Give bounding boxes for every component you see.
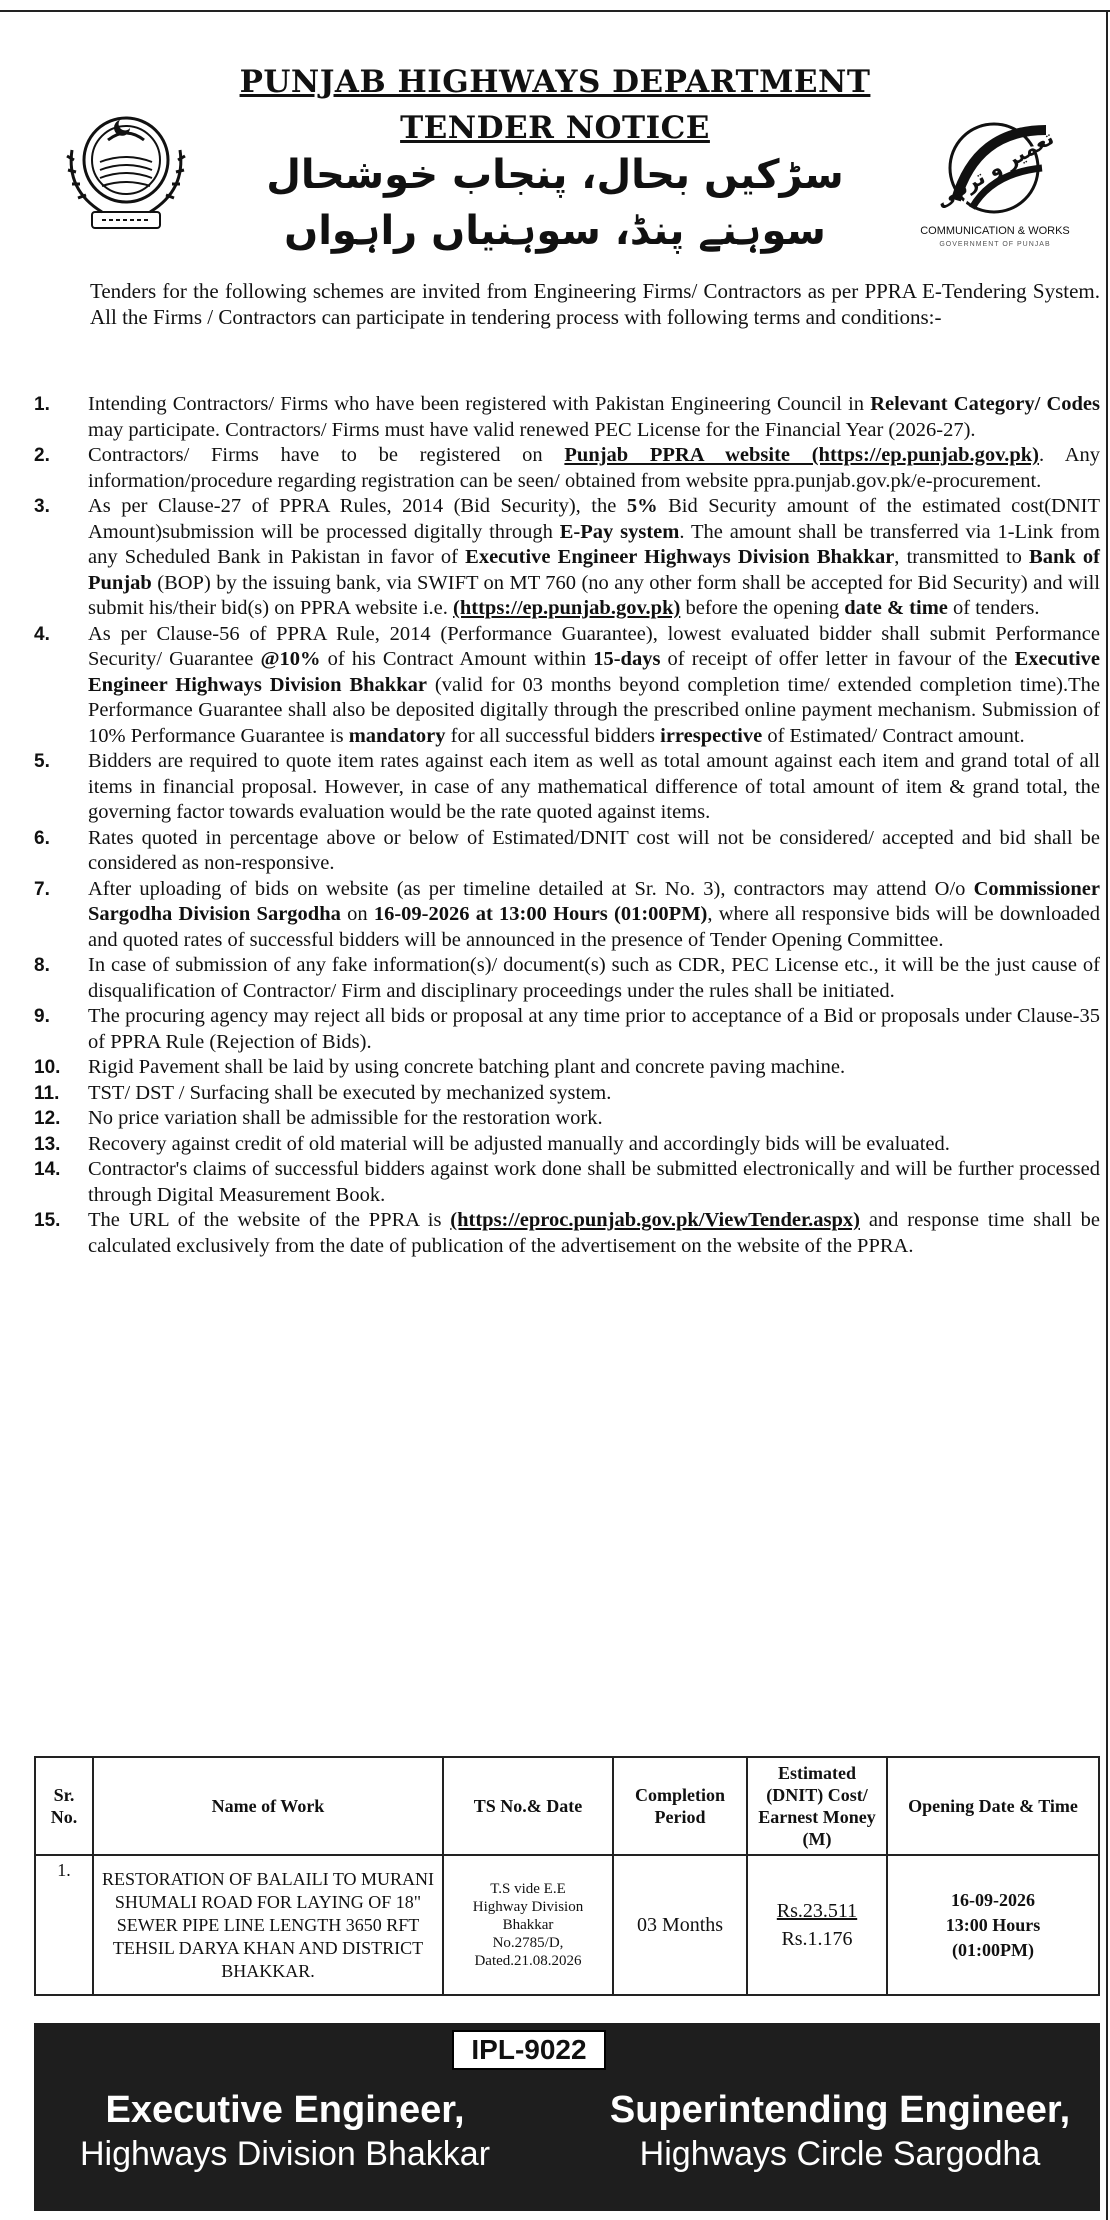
term-number: 3. xyxy=(34,496,50,517)
col-header-ts: TS No.& Date xyxy=(443,1757,613,1855)
ts-line: Dated.21.08.2026 xyxy=(474,1953,582,1969)
opening-date: 16-09-2026 xyxy=(951,1889,1035,1910)
term-item xyxy=(34,1132,1100,1158)
ts-line: No.2785/D, xyxy=(492,1935,564,1951)
department-title: PUNJAB HIGHWAYS DEPARTMENT xyxy=(239,64,871,100)
estimated-cost: Rs.23.511 xyxy=(776,1900,858,1922)
term-text: The URL of the website of the PPRA is (https://eproc.punjab.gov.pk/ViewTender.aspx) and response time shall be calculated exclusively from the date of publication of the advertisement on the website of the PPRA. xyxy=(88,1209,1100,1257)
ts-line: T.S vide E.E xyxy=(490,1881,566,1897)
term-item xyxy=(34,1081,1100,1107)
term-number: 14. xyxy=(34,1159,61,1180)
term-text: In case of submission of any fake information(s)/ document(s) such as CDR, PEC License etc., it will be the just cause of disqualification of Contractor/ Firm and disciplinary proceedings under the rules shall be initiated. xyxy=(88,954,1100,1002)
term-number: 7. xyxy=(34,878,50,900)
term-text: Contractor's claims of successful bidders against work done shall be submitted electronically and will be further processed through Digital Measurement Book. xyxy=(88,1158,1100,1206)
term-item xyxy=(34,1055,1100,1081)
cw-sub-text: GOVERNMENT OF PUNJAB xyxy=(939,241,1051,248)
earnest-money: Rs.1.176 xyxy=(781,1928,853,1950)
col-header-completion: Completion Period xyxy=(613,1757,747,1855)
col-header-sr: Sr. No. xyxy=(35,1757,93,1855)
opening-time: 13:00 Hours xyxy=(945,1914,1041,1935)
term-number: 5. xyxy=(34,751,50,772)
term-item xyxy=(34,1004,1100,1055)
term-item xyxy=(34,443,1100,494)
term-number: 13. xyxy=(34,1133,61,1155)
term-text: Recovery against credit of old material will be adjusted manually and accordingly bids will be evaluated. xyxy=(88,1132,950,1155)
ipl-number: IPL-9022 xyxy=(452,2030,606,2070)
term-text: As per Clause-27 of PPRA Rules, 2014 (Bid Security), the 5% Bid Security amount of the estimated cost(DNIT Amount)submission will be processed digitally through E-Pay system. The amount shall be transferred via 1-Link from any Scheduled Bank in Pakistan in favor of Executive Engineer Highways Division Bhakkar, transmitted to Bank of Punjab (BOP) by the issuing bank, via SWIFT on MT 760 (no any other form shall be accepted for Bid Security) and will submit his/their bid(s) on PPRA website i.e. (https://ep.punjab.gov.pk) before the opening date & time of tenders. xyxy=(88,495,1100,619)
term-text: The procuring agency may reject all bids or proposal at any time prior to acceptance of a Bid or proposals under Clause-35 of PPRA Rule (Rejection of Bids). xyxy=(88,1005,1100,1053)
term-text: No price variation shall be admissible for the restoration work. xyxy=(88,1107,603,1129)
cell-completion: 03 Months xyxy=(613,1855,747,1995)
term-number: 9. xyxy=(34,1006,50,1027)
superintending-engineer-signature xyxy=(600,2088,1080,2176)
ts-line: Highway Division xyxy=(472,1899,584,1915)
term-number: 2. xyxy=(34,445,50,466)
urdu-slogan-line1: سڑکیں بحال، پنجاب خوشحال xyxy=(266,152,844,198)
term-text: Contractors/ Firms have to be registered on Punjab PPRA website (https://ep.punjab.gov.pk). Any information/procedure regarding registration can be seen/ obtained from website ppra.punjab.gov.pk/e-procurement. xyxy=(88,444,1100,492)
term-text: As per Clause-56 of PPRA Rule, 2014 (Performance Guarantee), lowest evaluated bidder shall submit Performance Security/ Guarantee @10% of his Contract Amount within 15-days of receipt of offer letter in favour of the Executive Engineer Highways Division Bhakkar (valid for 03 months beyond completion time/ extended completion time).The Performance Guarantee shall also be deposited digitally through the prescribed online payment mechanism. Submission of 10% Performance Guarantee is mandatory for all successful bidders irrespective of Estimated/ Contract amount. xyxy=(88,622,1101,747)
urdu-slogan-line2: سوہنے پنڈ، سوہنیاں راہواں xyxy=(284,208,826,254)
term-text: Rigid Pavement shall be laid by using concrete batching plant and concrete paving machine. xyxy=(88,1056,846,1078)
cw-name-text: COMMUNICATION & WORKS xyxy=(920,225,1070,237)
term-item xyxy=(34,877,1100,954)
term-item xyxy=(34,953,1100,1004)
term-item xyxy=(34,392,1100,443)
ts-line: Bhakkar xyxy=(502,1917,554,1933)
term-number: 6. xyxy=(34,827,50,849)
term-item xyxy=(34,622,1100,750)
term-number: 8. xyxy=(34,955,50,976)
superintending-engineer-office: Highways Circle Sargodha xyxy=(639,2135,1041,2173)
cell-work-name: RESTORATION OF BALAILI TO MURANI SHUMALI ROAD FOR LAYING OF 18" SEWER PIPE LINE LENGTH 3650 RFT TEHSIL DARYA KHAN AND DISTRICT BHAKKAR. xyxy=(93,1855,443,1995)
svg-text:تعمیر و ترقی: تعمیر و ترقی xyxy=(931,125,1058,213)
terms-list xyxy=(34,392,1100,1259)
term-text: Rates quoted in percentage above or below of Estimated/DNIT cost will not be considered/ accepted and bid shall be considered as non-responsive. xyxy=(88,826,1100,874)
term-item xyxy=(34,749,1100,826)
superintending-engineer-title: Superintending Engineer, xyxy=(609,2089,1071,2131)
col-header-opening: Opening Date & Time xyxy=(887,1757,1099,1855)
term-text: TST/ DST / Surfacing shall be executed by mechanized system. xyxy=(88,1081,612,1104)
term-item xyxy=(34,1208,1100,1259)
col-header-name: Name of Work xyxy=(93,1757,443,1855)
works-table xyxy=(34,1756,1100,1996)
cell-sr: 1. xyxy=(35,1855,93,1995)
term-number: 1. xyxy=(34,394,50,415)
term-text: After uploading of bids on website (as per timeline detailed at Sr. No. 3), contractors may attend O/o Commissioner Sargodha Division Sargodha on 16-09-2026 at 13:00 Hours (01:00PM), where all responsive bids will be downloaded and quoted rates of successful bidders will be announced in the presence of Tender Opening Committee. xyxy=(88,877,1101,951)
term-item xyxy=(34,1157,1100,1208)
executive-engineer-signature xyxy=(60,2088,510,2176)
term-text: Intending Contractors/ Firms who have been registered with Pakistan Engineering Council in Relevant Category/ Codes may participate. Contractors/ Firms must have valid renewed PEC License for the Financial Year (2026-27). xyxy=(88,393,1100,441)
table-header-row xyxy=(35,1757,1099,1855)
tender-notice-title: TENDER NOTICE xyxy=(400,110,710,146)
top-border xyxy=(0,10,1110,12)
col-header-cost: Estimated (DNIT) Cost/ Earnest Money (M) xyxy=(747,1757,887,1855)
executive-engineer-title: Executive Engineer, xyxy=(105,2089,465,2131)
term-item xyxy=(34,826,1100,877)
term-item xyxy=(34,1106,1100,1132)
term-number: 4. xyxy=(34,623,50,645)
term-number: 10. xyxy=(34,1057,61,1078)
cell-cost xyxy=(747,1855,887,1995)
intro-paragraph: Tenders for the following schemes are invited from Engineering Firms/ Contractors as per PPRA E-Tendering System. All the Firms / Contractors can participate in tendering process with following terms and conditions:- xyxy=(90,279,1100,329)
right-border xyxy=(1106,10,1108,2220)
cell-opening xyxy=(887,1855,1099,1995)
executive-engineer-office: Highways Division Bhakkar xyxy=(79,2135,491,2173)
term-number: 15. xyxy=(34,1210,61,1231)
term-text: Bidders are required to quote item rates against each item as well as total amount against each item and grand total of all items in financial proposal. However, in case of any mathematical difference of total amount of item & grand total, the governing factor towards evaluation would be the rate quoted against items. xyxy=(88,750,1100,823)
term-number: 11. xyxy=(34,1082,60,1104)
table-row xyxy=(35,1855,1099,1995)
term-number: 12. xyxy=(34,1108,61,1129)
term-item xyxy=(34,494,1100,622)
opening-time-alt: (01:00PM) xyxy=(952,1939,1034,1960)
cell-ts xyxy=(443,1855,613,1995)
